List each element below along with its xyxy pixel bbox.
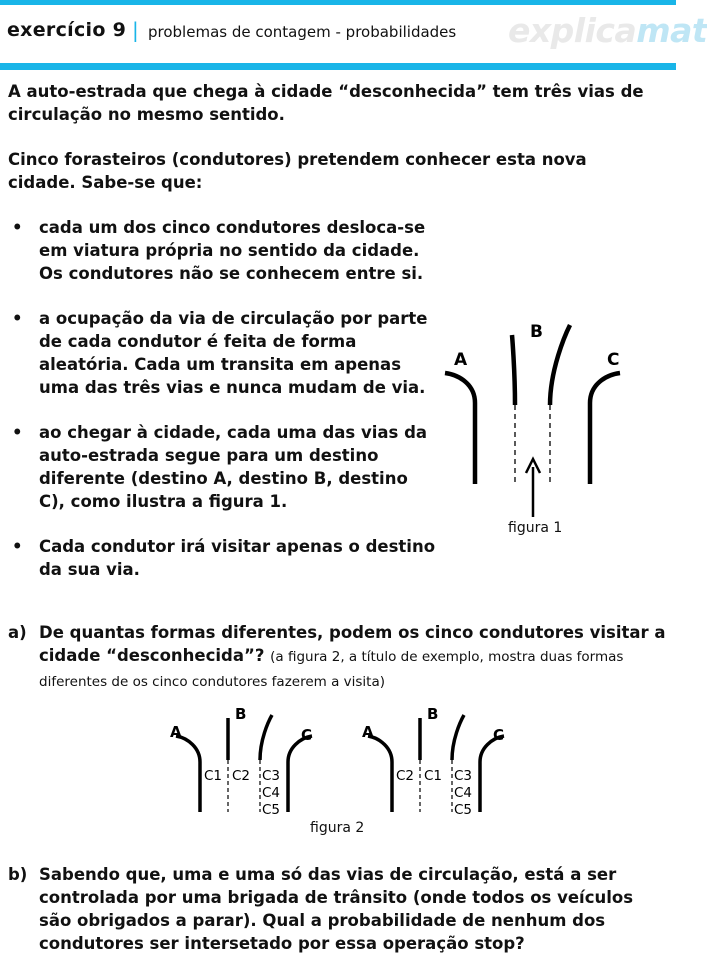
figure-2-road-diagrams [160,700,520,825]
list-item [8,421,438,535]
left-lane3-car-3: C5 [262,802,281,818]
figure-1-caption: figura 1 [508,520,563,536]
figure-2-caption: figura 2 [310,820,365,836]
figure-2-right-example [362,705,504,818]
road-edge-left [445,373,475,484]
road-edge-right [590,373,620,484]
right-lane3-car-2: C4 [454,785,473,801]
right-lane3-car-3: C5 [454,802,473,818]
destination-label-a: A [454,350,468,370]
bullet-icon: • [12,218,23,237]
figure-2-destination-label: C [301,726,313,744]
question-b-label: b) [8,865,28,884]
destination-label-c: C [607,350,620,370]
explicamat-logo [508,11,707,50]
list-item-text: Cada condutor irá visitar apenas o destino da sua via. [39,537,436,579]
bullet-icon: • [12,309,23,328]
left-lane3-car-1: C3 [262,768,281,784]
list-item [8,216,438,307]
question-b-text: Sabendo que, uma e uma só das vias de circulação, está a ser controlada por uma brigada de trânsito (onde todos os veículos são obrigados a parar). Qual a probabilidade de nenhum dos condutores ser intersetado por essa operação stop? [39,865,634,953]
road-divider-b [550,325,570,405]
question-a-label: a) [8,623,27,642]
list-item [8,307,438,421]
list-item-text: cada um dos cinco condutores desloca-se em viatura própria no sentido da cidade. Os condutores não se conhecem entre si. [39,218,426,283]
list-item-text: ao chegar à cidade, cada uma das vias da auto-estrada segue para um destino diferente (destino A, destino B, destino C), como ilustra a figura 1. [39,423,428,511]
figure-2-destination-label: B [235,705,247,723]
figure-2-destination-label: A [362,723,374,741]
exercise-subtitle: problemas de contagem - probabilidades [148,23,457,41]
title-separator: | [132,18,139,42]
logo-main: explica [508,11,637,50]
left-lane1-car: C1 [204,768,223,784]
left-lane2-car: C2 [232,768,251,784]
destination-label-b: B [530,322,543,342]
figure-2-destination-label: C [493,726,505,744]
list-item [8,535,438,581]
logo-accent: mat [636,11,707,50]
conditions-list [8,216,438,581]
right-lane2-car: C1 [424,768,443,784]
intro-paragraph-2: Cinco forasteiros (condutores) pretendem conhecer esta nova cidade. Sabe-se que: [8,150,587,192]
intro-paragraph-1: A auto-estrada que chega à cidade “desconhecida” tem três vias de circulação no mesmo sentido. [8,82,644,124]
header-divider [0,63,676,70]
right-lane3-car-1: C3 [454,768,473,784]
figure-1-road-diagram [440,315,660,545]
figure-2-destination-label: B [427,705,439,723]
question-a-text: De quantas formas diferentes, podem os cinco condutores visitar a cidade “desconhecida”? [39,623,666,665]
question-a [8,621,668,694]
question-b [8,863,668,955]
figure-2-destination-label: A [170,723,182,741]
left-lane3-car-2: C4 [262,785,281,801]
bullet-icon: • [12,423,23,442]
road-divider-a [512,335,515,405]
question-a-note: (a figura 2, a título de exemplo, mostra duas formas diferentes de os cinco condutores fazerem a visita) [39,649,624,690]
list-item-text: a ocupação da via de circulação por parte de cada condutor é feita de forma aleatória. Cada um transita em apenas uma das três vias e nunca mudam de via. [39,309,428,397]
bullet-icon: • [12,537,23,556]
exercise-title: exercício 9 [7,19,127,41]
right-lane1-car: C2 [396,768,415,784]
page-header [0,5,707,63]
figure-2-left-example [170,705,312,818]
